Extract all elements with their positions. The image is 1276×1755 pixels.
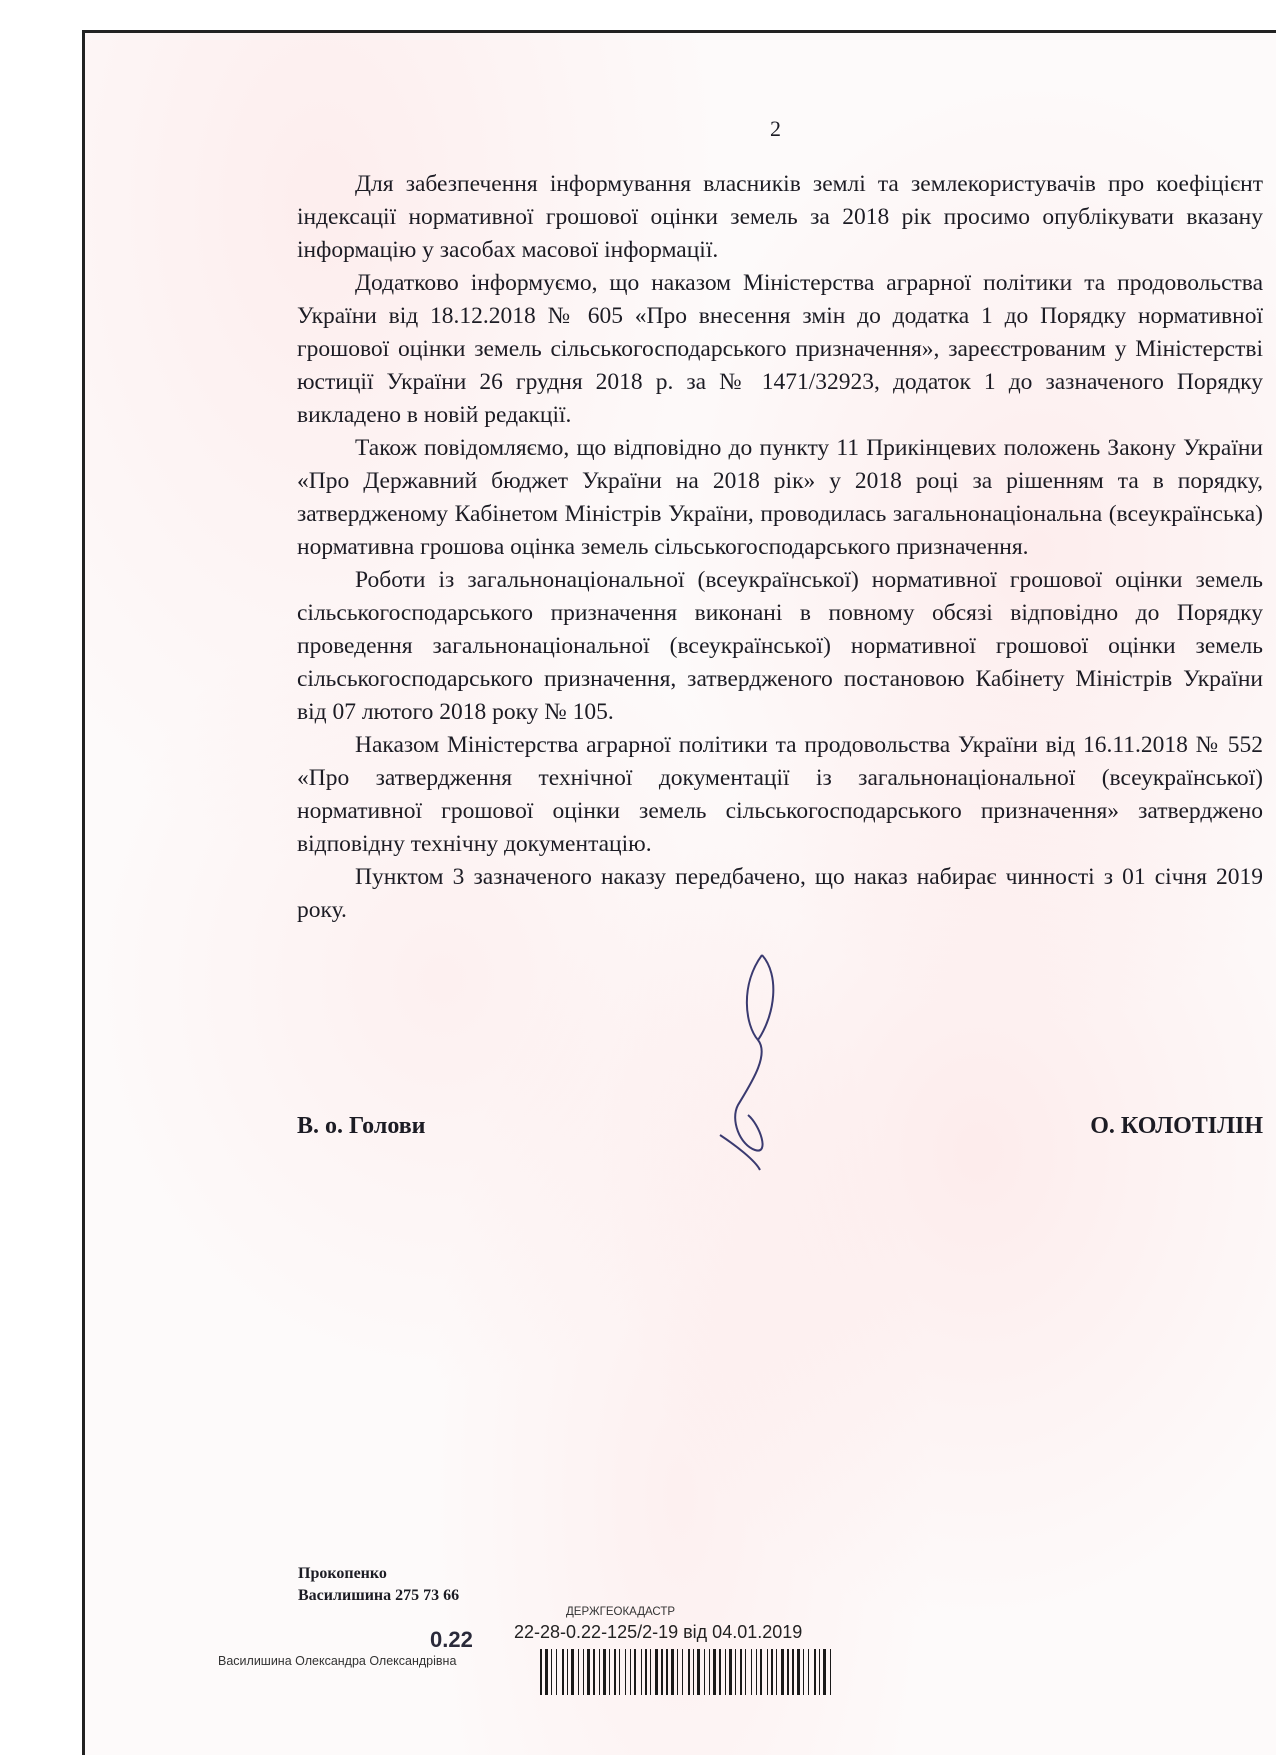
- barcode-bar: [583, 1649, 584, 1695]
- paragraph: Також повідомляємо, що відповідно до пункту 11 Прикінцевих положень Закону України «Про Державний бюджет України на 2018 рік» у 2018 році за рішенням та в порядку, затвердженому Кабінетом Міністрів України, проводилась загальнонаціональна (всеукраїнська) нормативна грошова оцінка земель сільськогосподарського призначення.: [297, 435, 1263, 560]
- barcode-bar: [819, 1649, 820, 1695]
- barcode-bar: [645, 1649, 647, 1695]
- barcode-bar: [776, 1649, 777, 1695]
- barcode-bar: [830, 1649, 831, 1695]
- barcode-bar: [562, 1649, 564, 1695]
- paragraph: Наказом Міністерства аграрної політики та продовольства України від 16.11.2018 № 552 «Про затвердження технічної документації із загальнонаціональної (всеукраїнської) нормативної грошової оцінки земель сільськогосподарського призначення» затверджено відповідну технічну документацію.: [297, 732, 1263, 857]
- barcode-bar: [803, 1649, 804, 1695]
- barcode-bar: [677, 1649, 678, 1695]
- barcode-bar: [709, 1649, 710, 1695]
- barcode-bar: [751, 1649, 752, 1695]
- barcode-bar: [760, 1649, 762, 1695]
- barcode-bar: [655, 1649, 658, 1695]
- signer-name: О. КОЛОТІЛІН: [1090, 1113, 1263, 1139]
- barcode-bar: [666, 1649, 668, 1695]
- barcode-bar: [609, 1649, 610, 1695]
- barcode-bar: [797, 1649, 800, 1695]
- barcode-bar: [814, 1649, 816, 1695]
- barcode-bar: [704, 1649, 705, 1695]
- barcode-bar: [693, 1649, 694, 1695]
- registration-org: ДЕРЖГЕОКАДАСТР: [566, 1606, 676, 1618]
- paragraph: Для забезпечення інформування власників землі та землекористувачів про коефіцієнт індексації нормативної грошової оцінки земель за 2018 рік просимо опублікувати вказану інформацію у засобах масової інформації.: [297, 171, 1263, 263]
- barcode-bar: [599, 1649, 600, 1695]
- barcode-bar: [661, 1649, 663, 1695]
- barcode-bar: [671, 1649, 674, 1695]
- barcode-bar: [578, 1649, 579, 1695]
- registration-number: 22-28-0.22-125/2-19 від 04.01.2019: [514, 1622, 803, 1642]
- paragraph: Пунктом 3 зазначеного наказу передбачено, що наказ набирає чинності з 01 січня 2019 року.: [297, 864, 1263, 923]
- barcode-bar: [735, 1649, 736, 1695]
- barcode-bar: [771, 1649, 773, 1695]
- executors: [298, 1563, 459, 1607]
- barcode-bar: [792, 1649, 794, 1695]
- barcode-bar: [697, 1649, 700, 1695]
- executor-line: Василишина 275 73 66: [298, 1587, 460, 1604]
- registration-amount: 0.22: [430, 1627, 473, 1652]
- barcode-bar: [823, 1649, 826, 1695]
- barcode-bar: [634, 1649, 636, 1695]
- paragraph: Роботи із загальнонаціональної (всеукраїнської) нормативної грошової оцінки земель сільськогосподарського призначення виконані в повному обсязі відповідно до Порядку проведення загальнонаціональної (всеукраїнської) нормативної грошової оцінки земель сільськогосподарського призначення, затвердженого постановою Кабінету Міністрів України від 07 лютого 2018 року № 105.: [297, 567, 1263, 725]
- barcode-bar: [619, 1649, 620, 1695]
- barcode-bar: [551, 1649, 552, 1695]
- executor-line: Прокопенко: [298, 1565, 387, 1582]
- barcode-bar: [603, 1649, 606, 1695]
- barcode-bar: [593, 1649, 595, 1695]
- signer-position: В. о. Голови: [297, 1113, 426, 1139]
- barcode-bar: [650, 1649, 651, 1695]
- barcode-bar: [682, 1649, 683, 1695]
- registration-person: Василишина Олександра Олександрівна: [218, 1654, 457, 1668]
- barcode-bar: [556, 1649, 557, 1695]
- barcode-bar: [781, 1649, 784, 1695]
- barcode-bar: [614, 1649, 616, 1695]
- barcode-bar: [725, 1649, 726, 1695]
- barcode-bar: [740, 1649, 742, 1695]
- barcode-bar: [787, 1649, 789, 1695]
- barcode-bar: [713, 1649, 716, 1695]
- barcode-bar: [540, 1649, 542, 1695]
- barcode-bar: [756, 1649, 757, 1695]
- barcode-bar: [587, 1649, 590, 1695]
- barcode-bar: [719, 1649, 721, 1695]
- barcode-bar: [745, 1649, 746, 1695]
- barcode-bar: [630, 1649, 631, 1695]
- barcode-bar: [571, 1649, 574, 1695]
- paragraph: Додатково інформуємо, що наказом Міністерства аграрної політики та продовольства України від 18.12.2018 № 605 «Про внесення змін до додатка 1 до Порядку нормативної грошової оцінки земель сільськогосподарського призначення», зареєстрованим у Міністерстві юстиції України 26 грудня 2018 р. за № 1471/32923, додаток 1 до зазначеного Порядку викладено в новій редакції.: [297, 270, 1263, 428]
- barcode-bar: [767, 1649, 768, 1695]
- barcode-bar: [808, 1649, 809, 1695]
- barcode-bar: [688, 1649, 690, 1695]
- barcode-bar: [567, 1649, 568, 1695]
- handwritten-signature: [700, 945, 820, 1175]
- barcode-bar: [625, 1649, 626, 1695]
- barcode-bar: [545, 1649, 548, 1695]
- barcode-bar: [729, 1649, 732, 1695]
- page-number: 2: [770, 116, 781, 141]
- barcode: [540, 1649, 836, 1695]
- barcode-bar: [641, 1649, 642, 1695]
- letter-body: [297, 168, 1263, 927]
